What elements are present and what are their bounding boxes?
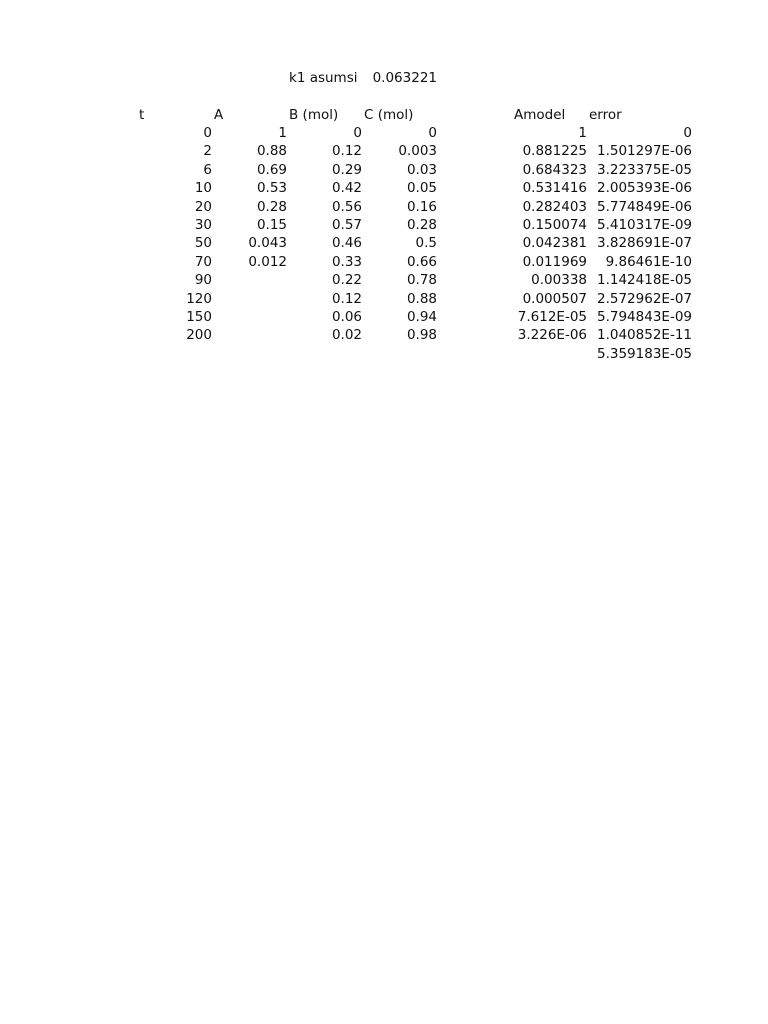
cell-t: 120 (186, 290, 212, 307)
cell-c: 0.94 (406, 309, 437, 325)
cell-b: 0.12 (331, 143, 362, 160)
header-b: B (mol) (289, 107, 339, 123)
cell-a (217, 271, 287, 289)
header-amodel: Amodel (514, 107, 566, 123)
param-label: k1 asumsi (289, 70, 358, 86)
cell-c: 0.66 (406, 253, 437, 270)
cell-b: 0.12 (331, 290, 362, 307)
cell-error: 2.005393E-06 (597, 180, 692, 197)
cell-c: 0.16 (406, 198, 437, 215)
cell-t: 70 (194, 253, 212, 270)
header-a: A (214, 107, 224, 123)
cell-t: 20 (194, 198, 212, 215)
cell-b: 0.29 (331, 161, 362, 178)
cell-b: 0.33 (331, 253, 362, 270)
param-value: 0.063221 (372, 70, 437, 86)
cell-error: 3.223375E-05 (597, 161, 692, 178)
cell-error: 0 (683, 125, 692, 141)
cell-amodel: 7.612E-05 (517, 309, 587, 325)
cell-a: 0.012 (248, 253, 287, 270)
cell-amodel: 0.684323 (522, 161, 587, 178)
cell-c: 0.5 (415, 235, 437, 252)
cell-t: 0 (203, 125, 212, 141)
cell-c: 0.03 (406, 161, 437, 178)
cell-t: 150 (186, 309, 212, 325)
cell-t: 200 (186, 327, 212, 344)
cell-a: 1 (278, 125, 287, 141)
cell-amodel: 0.881225 (522, 143, 587, 160)
cell-amodel: 3.226E-06 (517, 327, 587, 344)
cell-t: 2 (203, 143, 212, 160)
cell-error: 5.794843E-09 (597, 309, 692, 325)
cell-a: 0.88 (256, 143, 287, 160)
cell-b: 0.46 (331, 235, 362, 252)
cell-amodel: 0.150074 (522, 217, 587, 233)
cell-a: 0.53 (256, 180, 287, 197)
cell-amodel: 1 (578, 125, 587, 141)
cell-c: 0.78 (406, 272, 437, 289)
cell-amodel: 0.531416 (522, 180, 587, 197)
cell-c: 0.28 (406, 217, 437, 233)
cell-a (217, 290, 287, 308)
cell-a: 0.15 (256, 217, 287, 233)
cell-t: 30 (194, 217, 212, 233)
cell-b: 0.02 (331, 327, 362, 344)
cell-a: 0.69 (256, 161, 287, 178)
cell-error: 9.86461E-10 (605, 253, 692, 270)
cell-b: 0.56 (331, 198, 362, 215)
cell-t: 10 (194, 180, 212, 197)
cell-a (217, 326, 287, 344)
cell-b: 0 (353, 125, 362, 141)
cell-c: 0.98 (406, 327, 437, 344)
cell-error: 3.828691E-07 (597, 235, 692, 252)
error-sum: 5.359183E-05 (597, 346, 692, 362)
cell-t: 50 (194, 235, 212, 252)
header-t: t (139, 107, 145, 123)
cell-b: 0.42 (331, 180, 362, 197)
cell-t: 6 (203, 161, 212, 178)
cell-error: 5.410317E-09 (597, 217, 692, 233)
cell-b: 0.57 (331, 217, 362, 233)
header-c: C (mol) (364, 107, 414, 123)
cell-c: 0.003 (398, 143, 437, 160)
cell-c: 0 (428, 125, 437, 141)
cell-error: 2.572962E-07 (597, 290, 692, 307)
cell-amodel: 0.000507 (522, 290, 587, 307)
cell-b: 0.22 (331, 272, 362, 289)
cell-error: 1.501297E-06 (597, 143, 692, 160)
cell-error: 1.040852E-11 (597, 327, 692, 344)
cell-amodel: 0.042381 (522, 235, 587, 252)
cell-a (217, 308, 287, 326)
cell-a: 0.043 (248, 235, 287, 252)
cell-amodel: 0.282403 (522, 198, 587, 215)
cell-c: 0.05 (406, 180, 437, 197)
cell-error: 1.142418E-05 (597, 272, 692, 289)
cell-error: 5.774849E-06 (597, 198, 692, 215)
cell-amodel: 0.00338 (531, 272, 587, 289)
cell-t: 90 (194, 272, 212, 289)
header-error: error (589, 107, 622, 123)
cell-c: 0.88 (406, 290, 437, 307)
cell-b: 0.06 (331, 309, 362, 325)
cell-a: 0.28 (256, 198, 287, 215)
cell-amodel: 0.011969 (522, 253, 587, 270)
